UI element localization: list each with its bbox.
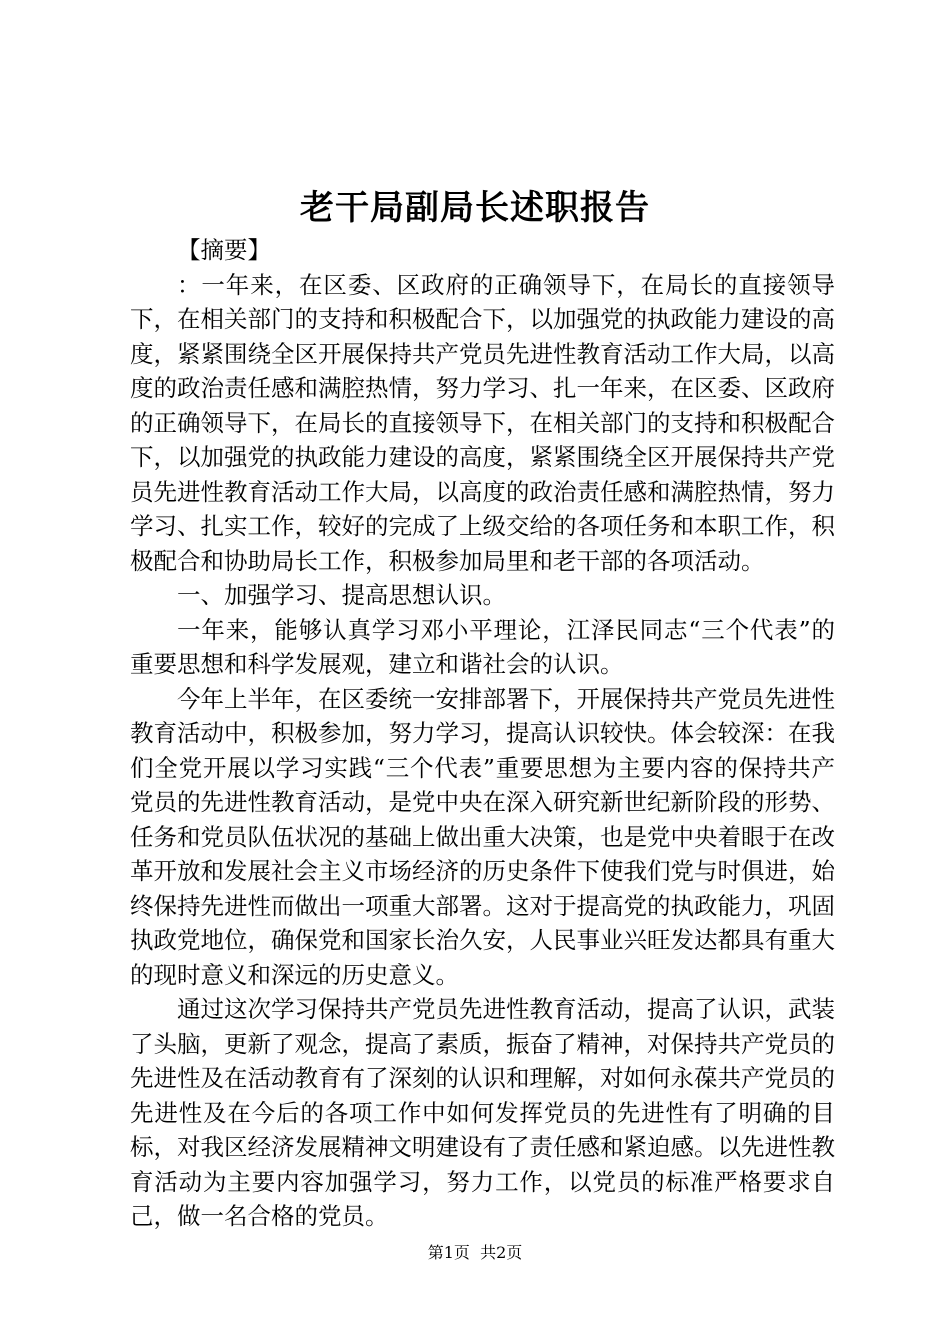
paragraph-summary: ：一年来，在区委、区政府的正确领导下，在局长的直接领导下，在相关部门的支持和积极配合下，以加强党的执政能力建设的高度，紧紧围绕全区开展保持共产党员先进性教育活动工作大局，以高度的政治责任感和满腔热情，努力学习、扎一年来，在区委、区政府的正确领导下，在局长的直接领导下，在相关部门的支持和积极配合下，以加强党的执政能力建设的高度，紧紧围绕全区开展保持共产党员先进性教育活动工作大局，以高度的政治责任感和满腔热情，努力学习、扎实工作，较好的完成了上级交给的各项任务和本职工作，积极配合和协助局长工作，积极参加局里和老干部的各项活动。: [130, 270, 835, 575]
document-body: [130, 233, 835, 1234]
paragraph-first-half-year: 今年上半年，在区委统一安排部署下，开展保持共产党员先进性教育活动中，积极参加，努力学习，提高认识较快。体会较深：在我们全党开展以学习实践“三个代表”重要思想为主要内容的保持共产党员的先进性教育活动，是党中央在深入研究新世纪新阶段的形势、任务和党员队伍状况的基础上做出重大决策，也是党中央着眼于在改革开放和发展社会主义市场经济的历史条件下使我们党与时俱进，始终保持先进性而做出一项重大部署。这对于提高党的执政能力，巩固执政党地位，确保党和国家长治久安，人民事业兴旺发达都具有重大的现时意义和深远的历史意义。: [130, 684, 835, 989]
paragraph-study: 一年来，能够认真学习邓小平理论，江泽民同志“三个代表”的重要思想和科学发展观，建立和谐社会的认识。: [130, 615, 835, 678]
page-footer: 第1页 共2页: [427, 1243, 523, 1262]
document-title: 老干局副局长述职报告: [300, 188, 650, 228]
paragraph-education-activity: 通过这次学习保持共产党员先进性教育活动，提高了认识，武装了头脑，更新了观念，提高了素质，振奋了精神，对保持共产党员的先进性及在活动教育有了深刻的认识和理解，对如何永葆共产党员的先进性及在今后的各项工作中如何发挥党员的先进性有了明确的目标，对我区经济发展精神文明建设有了责任感和紧迫感。以先进性教育活动为主要内容加强学习，努力工作，以党员的标准严格要求自己，做一名合格的党员。: [130, 995, 835, 1230]
section-heading-1: 一、加强学习、提高思想认识。: [177, 581, 506, 609]
abstract-label: 【摘要】: [177, 236, 271, 264]
